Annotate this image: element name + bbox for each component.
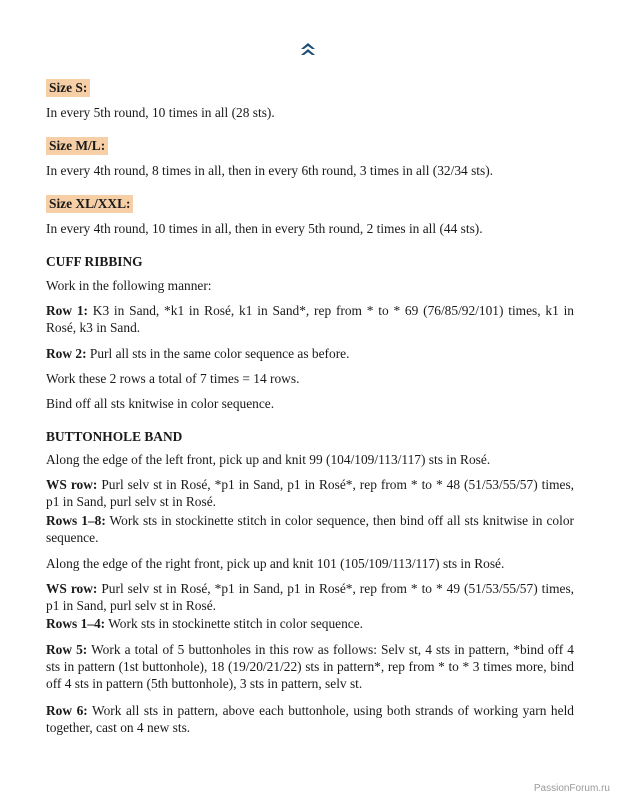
row-text: Purl all sts in the same color sequence as before. (86, 346, 350, 361)
row-5 (46, 641, 574, 692)
size-ml-label: Size M/L: (46, 137, 108, 155)
cuff-ribbing-heading: CUFF RIBBING (46, 254, 143, 269)
row-label: Rows 1–4: (46, 616, 106, 631)
rows-1-8 (46, 512, 574, 546)
row-text: K3 in Sand, *k1 in Rosé, k1 in Sand*, rep from * to * 69 (76/85/92/101) times, k1 in Rosé, k3 in Sand. (46, 303, 574, 335)
size-ml-text: In every 4th round, 8 times in all, then in every 6th round, 3 times in all (32/34 sts). (46, 163, 494, 178)
size-xl-text: In every 4th round, 10 times in all, then in every 5th round, 2 times in all (44 sts). (46, 221, 483, 236)
ws-row-right (46, 580, 574, 614)
buttonhole-band-heading: BUTTONHOLE BAND (46, 429, 183, 444)
row-label: WS row: (46, 477, 98, 492)
right-front-intro: Along the edge of the right front, pick up and knit 101 (105/109/113/117) sts in Rosé. (46, 556, 505, 571)
cuff-row-1 (46, 302, 574, 336)
row-label: Row 1: (46, 303, 88, 318)
row-text: Work a total of 5 buttonholes in this row as follows: Selv st, 4 sts in pattern, *bind off 4 sts in pattern (1st buttonhole), 18 (19/20/21/22) sts in pattern*, rep from * to * 3 times more, bind off 4 sts in pattern (5th buttonhole), 3 sts in pattern, selv st. (46, 642, 574, 691)
size-xl-label: Size XL/XXL: (46, 195, 133, 213)
cuff-bindoff: Bind off all sts knitwise in color sequence. (46, 396, 275, 411)
row-text: Work all sts in pattern, above each buttonhole, using both strands of working yarn held together, cast on 4 new sts. (46, 703, 574, 735)
row-text: Work sts in stockinette stitch in color sequence. (105, 616, 364, 631)
ws-row-left (46, 476, 574, 510)
cuff-repeat: Work these 2 rows a total of 7 times = 14 rows. (46, 371, 300, 386)
cuff-row-2 (46, 345, 574, 362)
watermark: PassionForum.ru (533, 783, 610, 794)
row-label: Row 6: (46, 703, 88, 718)
row-label: Row 5: (46, 642, 88, 657)
cuff-intro: Work in the following manner: (46, 278, 212, 293)
row-label: Rows 1–8: (46, 513, 106, 528)
rows-1-4 (46, 615, 574, 632)
row-label: Row 2: (46, 346, 87, 361)
row-6 (46, 702, 574, 736)
row-text: Purl selv st in Rosé, *p1 in Sand, p1 in Rosé*, rep from * to * 49 (51/53/55/57) times, p1 in Sand, purl selv st in Rosé. (46, 581, 575, 613)
left-front-intro: Along the edge of the left front, pick up and knit 99 (104/109/113/117) sts in Rosé. (46, 452, 491, 467)
size-s-label: Size S: (46, 79, 90, 97)
row-text: Purl selv st in Rosé, *p1 in Sand, p1 in Rosé*, rep from * to * 48 (51/53/55/57) times, p1 in Sand, purl selv st in Rosé. (46, 477, 575, 509)
row-text: Work sts in stockinette stitch in color sequence, then bind off all sts knitwise in color sequence. (46, 513, 574, 545)
row-label: WS row: (46, 581, 98, 596)
size-s-text: In every 5th round, 10 times in all (28 sts). (46, 105, 275, 120)
double-chevron-up-icon (299, 40, 317, 58)
